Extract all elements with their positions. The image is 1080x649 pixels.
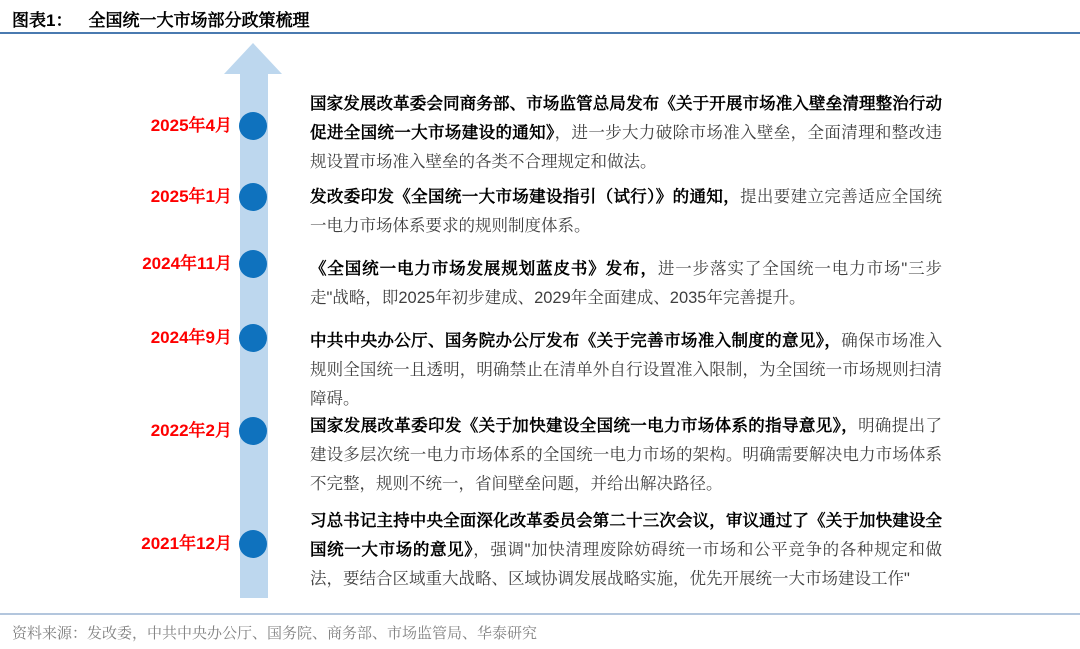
entry-bold-text: 中共中央办公厅、国务院办公厅发布《关于完善市场准入制度的意见》， <box>310 332 842 350</box>
figure-label: 图表1： <box>12 11 73 30</box>
title-divider <box>0 32 1080 34</box>
entry-bold-text: 国家发展改革委会同商务部、市场监管总局发布《关于开展市场准入壁垒清理整治行动 促进全国统一大市场建设的通知》 <box>310 95 942 142</box>
timeline-date: 2022年2月 <box>150 421 232 440</box>
figure-title-text: 全国统一大市场部分政策梳理 <box>88 11 310 30</box>
figure-title <box>12 6 309 31</box>
timeline-entry <box>310 327 942 414</box>
timeline-dot <box>239 250 267 278</box>
timeline-dot <box>239 324 267 352</box>
timeline-arrow-head <box>224 43 282 74</box>
timeline-date: 2024年11月 <box>142 254 232 273</box>
entry-normal-text: 明确提出了建设多层次统一电力市场体系的全国统一电力市场的架构。明确需要解决电力市场体系不完整，规则不统一，省间壁垒问题，并给出解决路径。 <box>310 417 943 493</box>
entry-bold-text: 习总书记主持中央全面深化改革委员会第二十三次会议，审议通过了《关于加快建设全国统一大市场的意见》 <box>310 512 942 559</box>
timeline-dot <box>239 417 267 445</box>
timeline-entry <box>310 90 942 177</box>
timeline-entry <box>310 507 942 594</box>
timeline-dot <box>239 530 267 558</box>
timeline-entry <box>310 183 942 241</box>
timeline-dot <box>239 112 267 140</box>
entry-normal-text: 进一步落实了全国统一电力市场"三步走"战略，即2025年初步建成、2029年全面建成、2035年完善提升。 <box>310 260 943 307</box>
entry-normal-text: 提出要建立完善适应全国统一电力市场体系要求的规则制度体系。 <box>310 188 943 235</box>
entry-normal-text: 确保市场准入规则全国统一且透明，明确禁止在清单外自行设置准入限制，为全国统一市场规则扫清障碍。 <box>310 332 943 408</box>
entry-bold-text: 国家发展改革委印发《关于加快建设全国统一电力市场体系的指导意见》， <box>310 417 859 435</box>
timeline-date: 2021年12月 <box>141 534 232 553</box>
entry-normal-text: ，强调"加快清理废除妨碍统一市场和公平竞争的各种规定和做法，要结合区域重大战略、区域协调发展战略实施，优先开展统一大市场建设工作" <box>310 541 943 588</box>
entry-bold-text: 《全国统一电力市场发展规划蓝皮书》发布， <box>310 260 658 278</box>
timeline-date: 2025年1月 <box>150 187 232 206</box>
footer-divider <box>0 613 1080 615</box>
timeline-entry <box>310 255 942 313</box>
timeline-date: 2024年9月 <box>150 328 232 347</box>
timeline-entry <box>310 412 942 499</box>
timeline-dot <box>239 183 267 211</box>
timeline-date: 2025年4月 <box>150 116 232 135</box>
entry-normal-text: ，进一步大力破除市场准入壁垒，全面清理和整改违规设置市场准入壁垒的各类不合理规定和做法。 <box>310 124 943 171</box>
entry-bold-text: 发改委印发《全国统一大市场建设指引（试行）》的通知， <box>310 188 741 206</box>
source-note: 资料来源：发改委，中共中央办公厅、国务院、商务部、市场监管局、华泰研究 <box>12 626 538 642</box>
